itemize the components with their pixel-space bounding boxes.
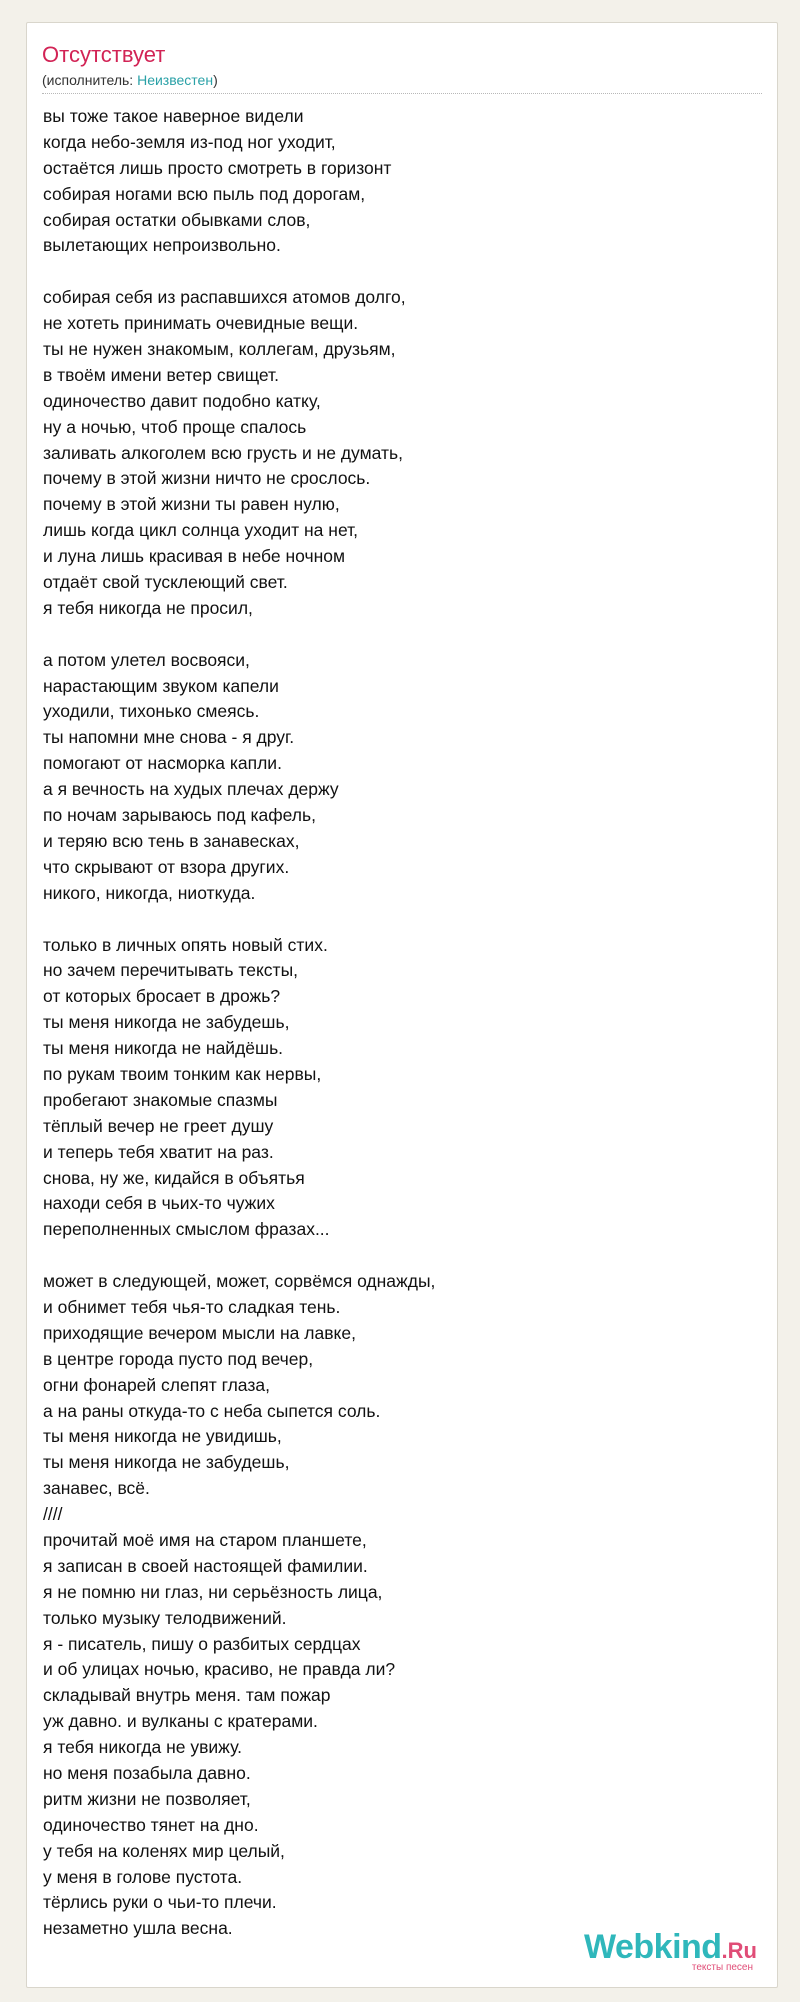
- logo-main: Webkind: [584, 1928, 722, 1966]
- lyric-line: от которых бросает в дрожь?: [43, 986, 281, 1007]
- lyric-line: ты меня никогда не забудешь,: [43, 1012, 290, 1033]
- lyric-line: по ночам зарываюсь под кафель,: [43, 805, 316, 826]
- lyric-line: по рукам твоим тонким как нервы,: [43, 1063, 322, 1084]
- lyric-line: вылетающих непроизвольно.: [43, 235, 281, 256]
- lyric-line: вы тоже такое наверное видели: [43, 106, 304, 126]
- lyric-line: а на раны откуда-то с неба сыпется соль.: [43, 1400, 381, 1421]
- lyric-line: лишь когда цикл солнца уходит на нет,: [43, 520, 359, 541]
- lyric-line: приходящие вечером мысли на лавке,: [43, 1322, 356, 1343]
- lyric-line: собирая остатки обывками слов,: [43, 209, 311, 230]
- stanza-break: [43, 622, 762, 648]
- lyric-line: ну а ночью, чтоб проще спалось: [43, 416, 307, 437]
- header-divider: [42, 93, 762, 94]
- logo-tld: .Ru: [721, 1938, 757, 1963]
- lyric-line: но зачем перечитывать тексты,: [43, 960, 299, 981]
- lyric-line: я тебя никогда не просил,: [43, 597, 253, 618]
- artist-suffix: ): [213, 72, 218, 88]
- lyric-line: почему в этой жизни ничто не срослось.: [43, 468, 371, 489]
- song-header: [42, 42, 762, 88]
- lyric-line: я тебя никогда не увижу.: [43, 1737, 242, 1758]
- lyric-line: у тебя на коленях мир целый,: [43, 1840, 285, 1861]
- lyric-line: я - писатель, пишу о разбитых сердцах: [43, 1633, 361, 1654]
- lyric-line: заливать алкоголем всю грусть и не думать,: [43, 442, 403, 463]
- lyric-line: и теперь тебя хватит на раз.: [43, 1141, 274, 1162]
- lyric-line: отдаёт свой тусклеющий свет.: [43, 572, 288, 593]
- song-title: Отсутствует: [42, 42, 166, 67]
- logo-wordmark: [584, 1930, 757, 1964]
- lyric-line: почему в этой жизни ты равен нулю,: [43, 494, 340, 515]
- lyric-line: ты меня никогда не увидишь,: [43, 1426, 282, 1447]
- lyric-line: тёплый вечер не греет душу: [43, 1115, 274, 1136]
- lyric-line: уходили, тихонько смеясь.: [43, 701, 260, 722]
- lyric-line: ты не нужен знакомым, коллегам, друзьям,: [43, 339, 396, 360]
- lyric-line: не хотеть принимать очевидные вещи.: [43, 313, 359, 334]
- lyric-line: я не помню ни глаз, ни серьёзность лица,: [43, 1581, 383, 1602]
- artist-prefix: (исполнитель:: [42, 72, 138, 88]
- lyric-line: в центре города пусто под вечер,: [43, 1348, 314, 1369]
- lyric-line: и об улицах ночью, красиво, не правда ли?: [43, 1659, 396, 1680]
- lyric-line: у меня в голове пустота.: [43, 1866, 243, 1887]
- webkind-logo[interactable]: [584, 1930, 757, 1973]
- lyric-line: может в следующей, может, сорвёмся однажды,: [43, 1271, 436, 1292]
- lyric-line: уж давно. и вулканы с кратерами.: [43, 1711, 318, 1732]
- stanza-break: [43, 1243, 762, 1269]
- lyric-line: никого, никогда, ниоткуда.: [43, 882, 256, 903]
- lyric-line: снова, ну же, кидайся в объятья: [43, 1167, 305, 1188]
- lyric-line: одиночество тянет на дно.: [43, 1814, 259, 1835]
- lyric-line: собирая себя из распавшихся атомов долго,: [43, 287, 406, 308]
- lyric-line: занавес, всё.: [43, 1478, 150, 1499]
- lyric-line: складывай внутрь меня. там пожар: [43, 1685, 331, 1706]
- lyric-line: но меня позабыла давно.: [43, 1763, 251, 1783]
- lyric-line: незаметно ушла весна.: [43, 1918, 233, 1939]
- lyric-line: и луна лишь красивая в небе ночном: [43, 546, 346, 567]
- lyric-line: только в личных опять новый стих.: [43, 934, 328, 955]
- lyric-line: переполненных смыслом фразах...: [43, 1219, 330, 1240]
- artist-link[interactable]: Неизвестен: [137, 72, 214, 88]
- lyric-line: тёрлись руки о чьи-то плечи.: [43, 1892, 277, 1913]
- lyric-line: а потом улетел восвояси,: [43, 649, 250, 670]
- lyrics-text: [43, 104, 762, 1942]
- lyric-line: прочитай моё имя на старом планшете,: [43, 1529, 367, 1550]
- lyric-line: и обнимет тебя чья-то сладкая тень.: [43, 1296, 341, 1317]
- lyric-line: огни фонарей слепят глаза,: [43, 1374, 270, 1395]
- lyric-line: собирая ногами всю пыль под дорогам,: [43, 183, 366, 204]
- lyric-line: ты напомни мне снова - я друг.: [43, 727, 295, 748]
- stanza-break: [43, 259, 762, 285]
- lyric-line: находи себя в чьих-то чужих: [43, 1193, 275, 1214]
- lyric-line: я записан в своей настоящей фамилии.: [43, 1555, 368, 1576]
- lyric-line: когда небо-земля из-под ног уходит,: [43, 131, 336, 152]
- lyric-line: ////: [43, 1504, 63, 1525]
- lyric-line: ты меня никогда не забудешь,: [43, 1452, 290, 1473]
- logo-tagline: тексты песен: [691, 1962, 753, 1973]
- lyric-line: нарастающим звуком капели: [43, 675, 279, 696]
- lyric-line: остаётся лишь просто смотреть в горизонт: [43, 157, 392, 178]
- lyric-line: что скрывают от взора других.: [43, 856, 290, 877]
- lyric-line: одиночество давит подобно катку,: [43, 390, 321, 411]
- stanza-break: [43, 907, 762, 933]
- lyric-line: ты меня никогда не найдёшь.: [43, 1038, 284, 1059]
- lyric-line: пробегают знакомые спазмы: [43, 1089, 278, 1110]
- artist-line: [42, 72, 762, 88]
- lyrics-card: [26, 22, 778, 1988]
- lyric-line: ритм жизни не позволяет,: [43, 1788, 251, 1809]
- lyric-line: а я вечность на худых плечах держу: [43, 779, 339, 800]
- lyric-line: и теряю всю тень в занавесках,: [43, 830, 300, 851]
- lyric-line: помогают от насморка капли.: [43, 753, 282, 774]
- lyric-line: только музыку телодвижений.: [43, 1607, 287, 1628]
- lyric-line: в твоём имени ветер свищет.: [43, 364, 279, 385]
